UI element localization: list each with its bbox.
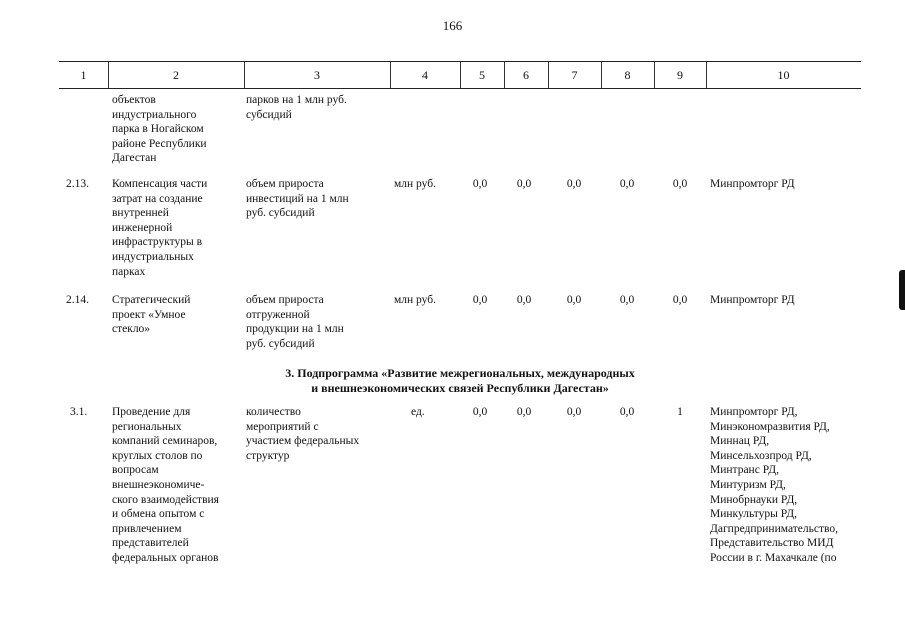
indicator-name: количество мероприятий с участием федеральных структур: [246, 406, 360, 462]
executor: Минпромторг РД: [710, 294, 795, 306]
subprogram-heading-line2: и внешнеэкономических связей Республики Дагестан»: [311, 380, 609, 395]
value-col7: 0,0: [566, 406, 582, 418]
row-number: 2.13.: [66, 178, 89, 190]
column-header-1: 1: [80, 68, 87, 82]
value-col8: 0,0: [619, 406, 635, 418]
measure-name: Стратегический проект «Умное стекло»: [112, 294, 191, 336]
indicator-name: объем прироста инвестиций на 1 млн руб. субсидий: [246, 178, 349, 220]
column-header-4: 4: [422, 68, 428, 82]
measure-name: объектов индустриального парка в Ногайском районе Республики Дагестан: [112, 94, 207, 165]
table-header: [59, 61, 861, 89]
executor: Минпромторг РД: [710, 178, 795, 190]
unit: млн руб.: [394, 294, 436, 306]
unit: ед.: [411, 406, 425, 418]
value-col5: 0,0: [472, 178, 488, 190]
column-header-7: 7: [571, 68, 578, 82]
column-header-9: 9: [677, 68, 683, 82]
row-number: 3.1.: [70, 406, 88, 418]
value-col7: 0,0: [566, 294, 582, 306]
page-number: 166: [442, 18, 463, 33]
value-col6: 0,0: [516, 406, 532, 418]
measure-name: Проведение для региональных компаний семинаров, круглых столов по вопросам внешнеэкономиче- ского взаимодействия и обмена опытом с привлечением представителей федеральных органов: [112, 406, 219, 564]
subprogram-heading: [180, 366, 740, 395]
value-col8: 0,0: [619, 178, 635, 190]
value-col7: 0,0: [566, 178, 582, 190]
executor: Минпромторг РД, Минэкономразвития РД, Миннац РД, Минсельхозпрод РД, Минтранс РД, Минтуризм РД, Минобрнауки РД, Минкультуры РД, Дагпредпринимательство, Представительство МИД России в г. Махачкале (по: [710, 406, 838, 564]
column-header-3: 3: [314, 68, 320, 82]
value-col6: 0,0: [516, 294, 532, 306]
scan-edge-mark: [899, 270, 905, 310]
column-header-6: 6: [523, 68, 529, 82]
column-header-5: 5: [479, 68, 485, 82]
value-col8: 0,0: [619, 294, 635, 306]
column-header-10: 10: [777, 68, 790, 82]
indicator-name: парков на 1 млн руб. субсидий: [246, 94, 347, 121]
subprogram-heading-line1: 3. Подпрограмма «Развитие межрегиональных, международных: [285, 366, 635, 380]
value-col9: 0,0: [672, 294, 688, 306]
value-col6: 0,0: [516, 178, 532, 190]
value-col5: 0,0: [472, 294, 488, 306]
row-number: 2.14.: [66, 294, 89, 306]
unit: млн руб.: [394, 178, 436, 190]
column-header-2: 2: [173, 68, 179, 82]
value-col9: 0,0: [672, 178, 688, 190]
column-header-8: 8: [624, 68, 631, 82]
indicator-name: объем прироста отгруженной продукции на 1 млн руб. субсидий: [246, 294, 344, 350]
value-col9: 1: [677, 406, 683, 418]
value-col5: 0,0: [472, 406, 488, 418]
measure-name: Компенсация части затрат на создание внутренней инженерной инфраструктуры в индустриальных парках: [112, 178, 208, 278]
